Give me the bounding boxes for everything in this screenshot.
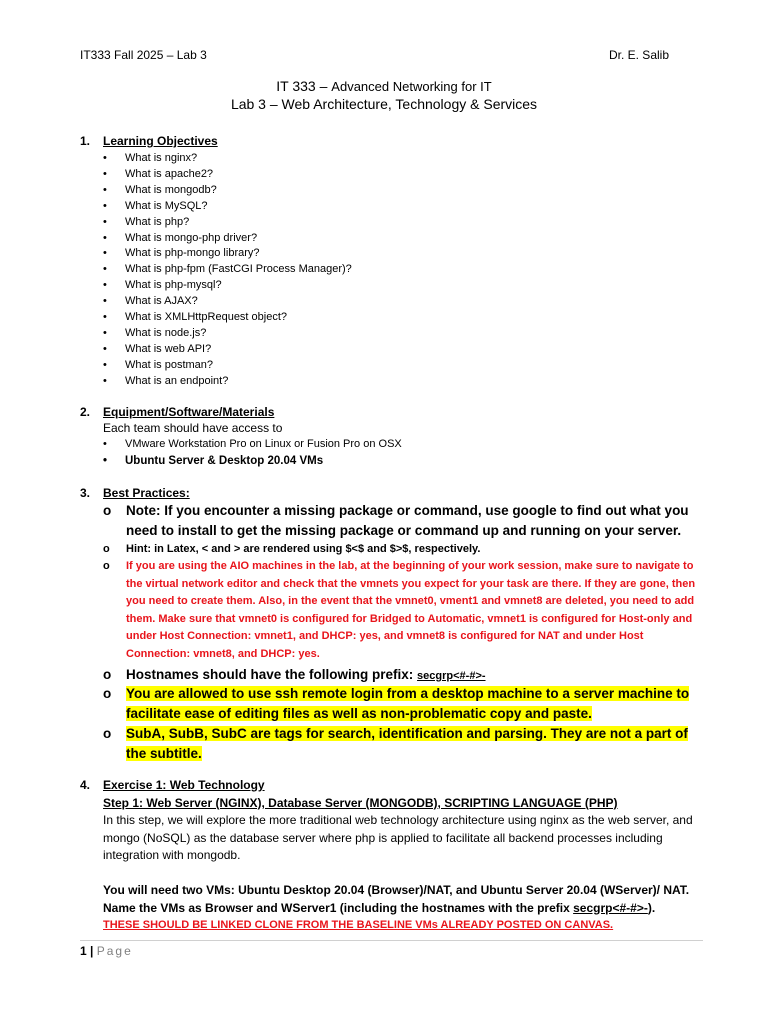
page-number: 1 <box>80 944 87 958</box>
objective-item: • What is mongo-php driver? <box>103 231 352 247</box>
objective-item: • What is php? <box>103 215 352 231</box>
list-item: • Ubuntu Server & Desktop 20.04 VMs <box>103 453 402 470</box>
vms-end: ). <box>647 900 656 915</box>
objective-item: • What is mongodb? <box>103 183 352 199</box>
page-word: Page <box>96 944 133 958</box>
objective-item: • What is php-mongo library? <box>103 246 352 262</box>
objective-item: • What is node.js? <box>103 326 352 342</box>
hostname-prefix: secgrp<#-#>- <box>417 670 486 682</box>
practice-tags <box>103 724 703 764</box>
objective-item: • What is web API? <box>103 342 352 358</box>
exercise-vms <box>103 882 703 917</box>
practice-ssh <box>103 684 703 724</box>
practice-hostnames <box>103 665 703 686</box>
section-heading-equipment <box>80 405 274 419</box>
practice-text: Note: If you encounter a missing package or command, use google to find out what you need to install to get the missing package or command up and running on your server. <box>126 503 689 538</box>
equipment-list <box>103 437 402 470</box>
page-footer <box>80 944 133 958</box>
exercise-paragraph: In this step, we will explore the more traditional web technology architecture using nginx as the web server, and mongo (NoSQL) as the database server where php is applied to facilitate all backend processes including integration with mongodb. <box>103 813 693 862</box>
section-number: 4. <box>80 778 91 792</box>
vms-text: You will need two VMs: Ubuntu Desktop 20.04 (Browser)/NAT, and Ubuntu Server 20.04 (WServer)/ NAT. Name the VMs as Browser and WServer1 (including the hostnames with the prefix <box>103 883 690 915</box>
header-left: IT333 Fall 2025 – Lab 3 <box>80 48 207 62</box>
objective-item: • What is an endpoint? <box>103 374 352 390</box>
section-number: 3. <box>80 486 91 500</box>
list-marker: o <box>103 726 112 741</box>
practice-text: Hostnames should have the following prefix: <box>126 667 418 682</box>
course-subtitle: Advanced Networking for IT <box>331 79 492 94</box>
section-label: Best Practices: <box>103 486 190 500</box>
section-heading-exercise <box>80 778 265 792</box>
equipment-intro: Each team should have access to <box>103 421 283 435</box>
objective-item: • What is postman? <box>103 358 352 374</box>
list-marker: o <box>103 543 110 555</box>
practice-text: SubA, SubB, SubC are tags for search, identification and parsing. They are not a part of the subtitle. <box>126 726 688 761</box>
section-heading-objectives <box>80 134 218 148</box>
objective-item: • What is MySQL? <box>103 199 352 215</box>
objective-item: • What is AJAX? <box>103 294 352 310</box>
course-code: IT 333 <box>276 78 316 94</box>
practice-text: If you are using the AIO machines in the lab, at the beginning of your work session, make sure to navigate to the virtual network editor and check that the vmnets you expect for your task are there. If they are gone, then you need to create them. Also, in the event that the vmnet0, vment1 and vmnet8 are deleted, you need to add them. Make sure that vmnet0 is configured for Bridged to Automatic, vmnet1 is configured for Host-only and under Host Connection: vmnet1, and DHCP: yes, and vmnet8 is configured for NAT and under Host Connection: vmnet8, and DHCP: yes. <box>126 560 696 660</box>
footer-separator: | <box>86 944 97 958</box>
exercise-clone-warning: THESE SHOULD BE LINKED CLONE FROM THE BASELINE VMs ALREADY POSTED ON CANVAS. <box>103 919 614 931</box>
exercise-step-title: Step 1: Web Server (NGINX), Database Server (MONGODB), SCRIPTING LANGUAGE (PHP) <box>103 796 618 810</box>
section-number: 1. <box>80 134 91 148</box>
objective-item: • What is XMLHttpRequest object? <box>103 310 352 326</box>
section-label: Equipment/Software/Materials <box>103 405 275 419</box>
practice-text: Hint: in Latex, < and > are rendered using $<$ and $>$, respectively. <box>126 543 481 555</box>
section-label: Learning Objectives <box>103 134 218 148</box>
objective-item: • What is php-mysql? <box>103 278 352 294</box>
header-right: Dr. E. Salib <box>608 48 669 62</box>
section-heading-best-practices <box>80 486 190 500</box>
footer-divider <box>80 940 703 941</box>
objective-item: • What is php-fpm (FastCGI Process Manager)? <box>103 262 352 278</box>
section-label: Exercise 1: Web Technology <box>103 778 265 792</box>
list-marker: o <box>103 560 110 572</box>
list-marker: o <box>103 667 112 682</box>
objective-item: • What is nginx? <box>103 151 352 167</box>
course-title <box>0 78 768 94</box>
title-dash: – <box>315 78 332 94</box>
vm-prefix: secgrp<#-#>- <box>573 900 648 915</box>
objective-item: • What is apache2? <box>103 167 352 183</box>
practice-hint <box>103 541 703 559</box>
practice-aio <box>103 558 703 663</box>
objectives-list <box>103 151 352 390</box>
practice-text: You are allowed to use ssh remote login from a desktop machine to a server machine to facilitate ease of editing files as well as non-problematic copy and paste. <box>126 686 690 721</box>
list-marker: o <box>103 686 112 701</box>
practice-note <box>103 501 703 541</box>
list-item: • VMware Workstation Pro on Linux or Fusion Pro on OSX <box>103 437 402 453</box>
section-number: 2. <box>80 405 91 419</box>
lab-title: Lab 3 – Web Architecture, Technology & Services <box>230 96 538 112</box>
list-marker: o <box>103 503 112 518</box>
